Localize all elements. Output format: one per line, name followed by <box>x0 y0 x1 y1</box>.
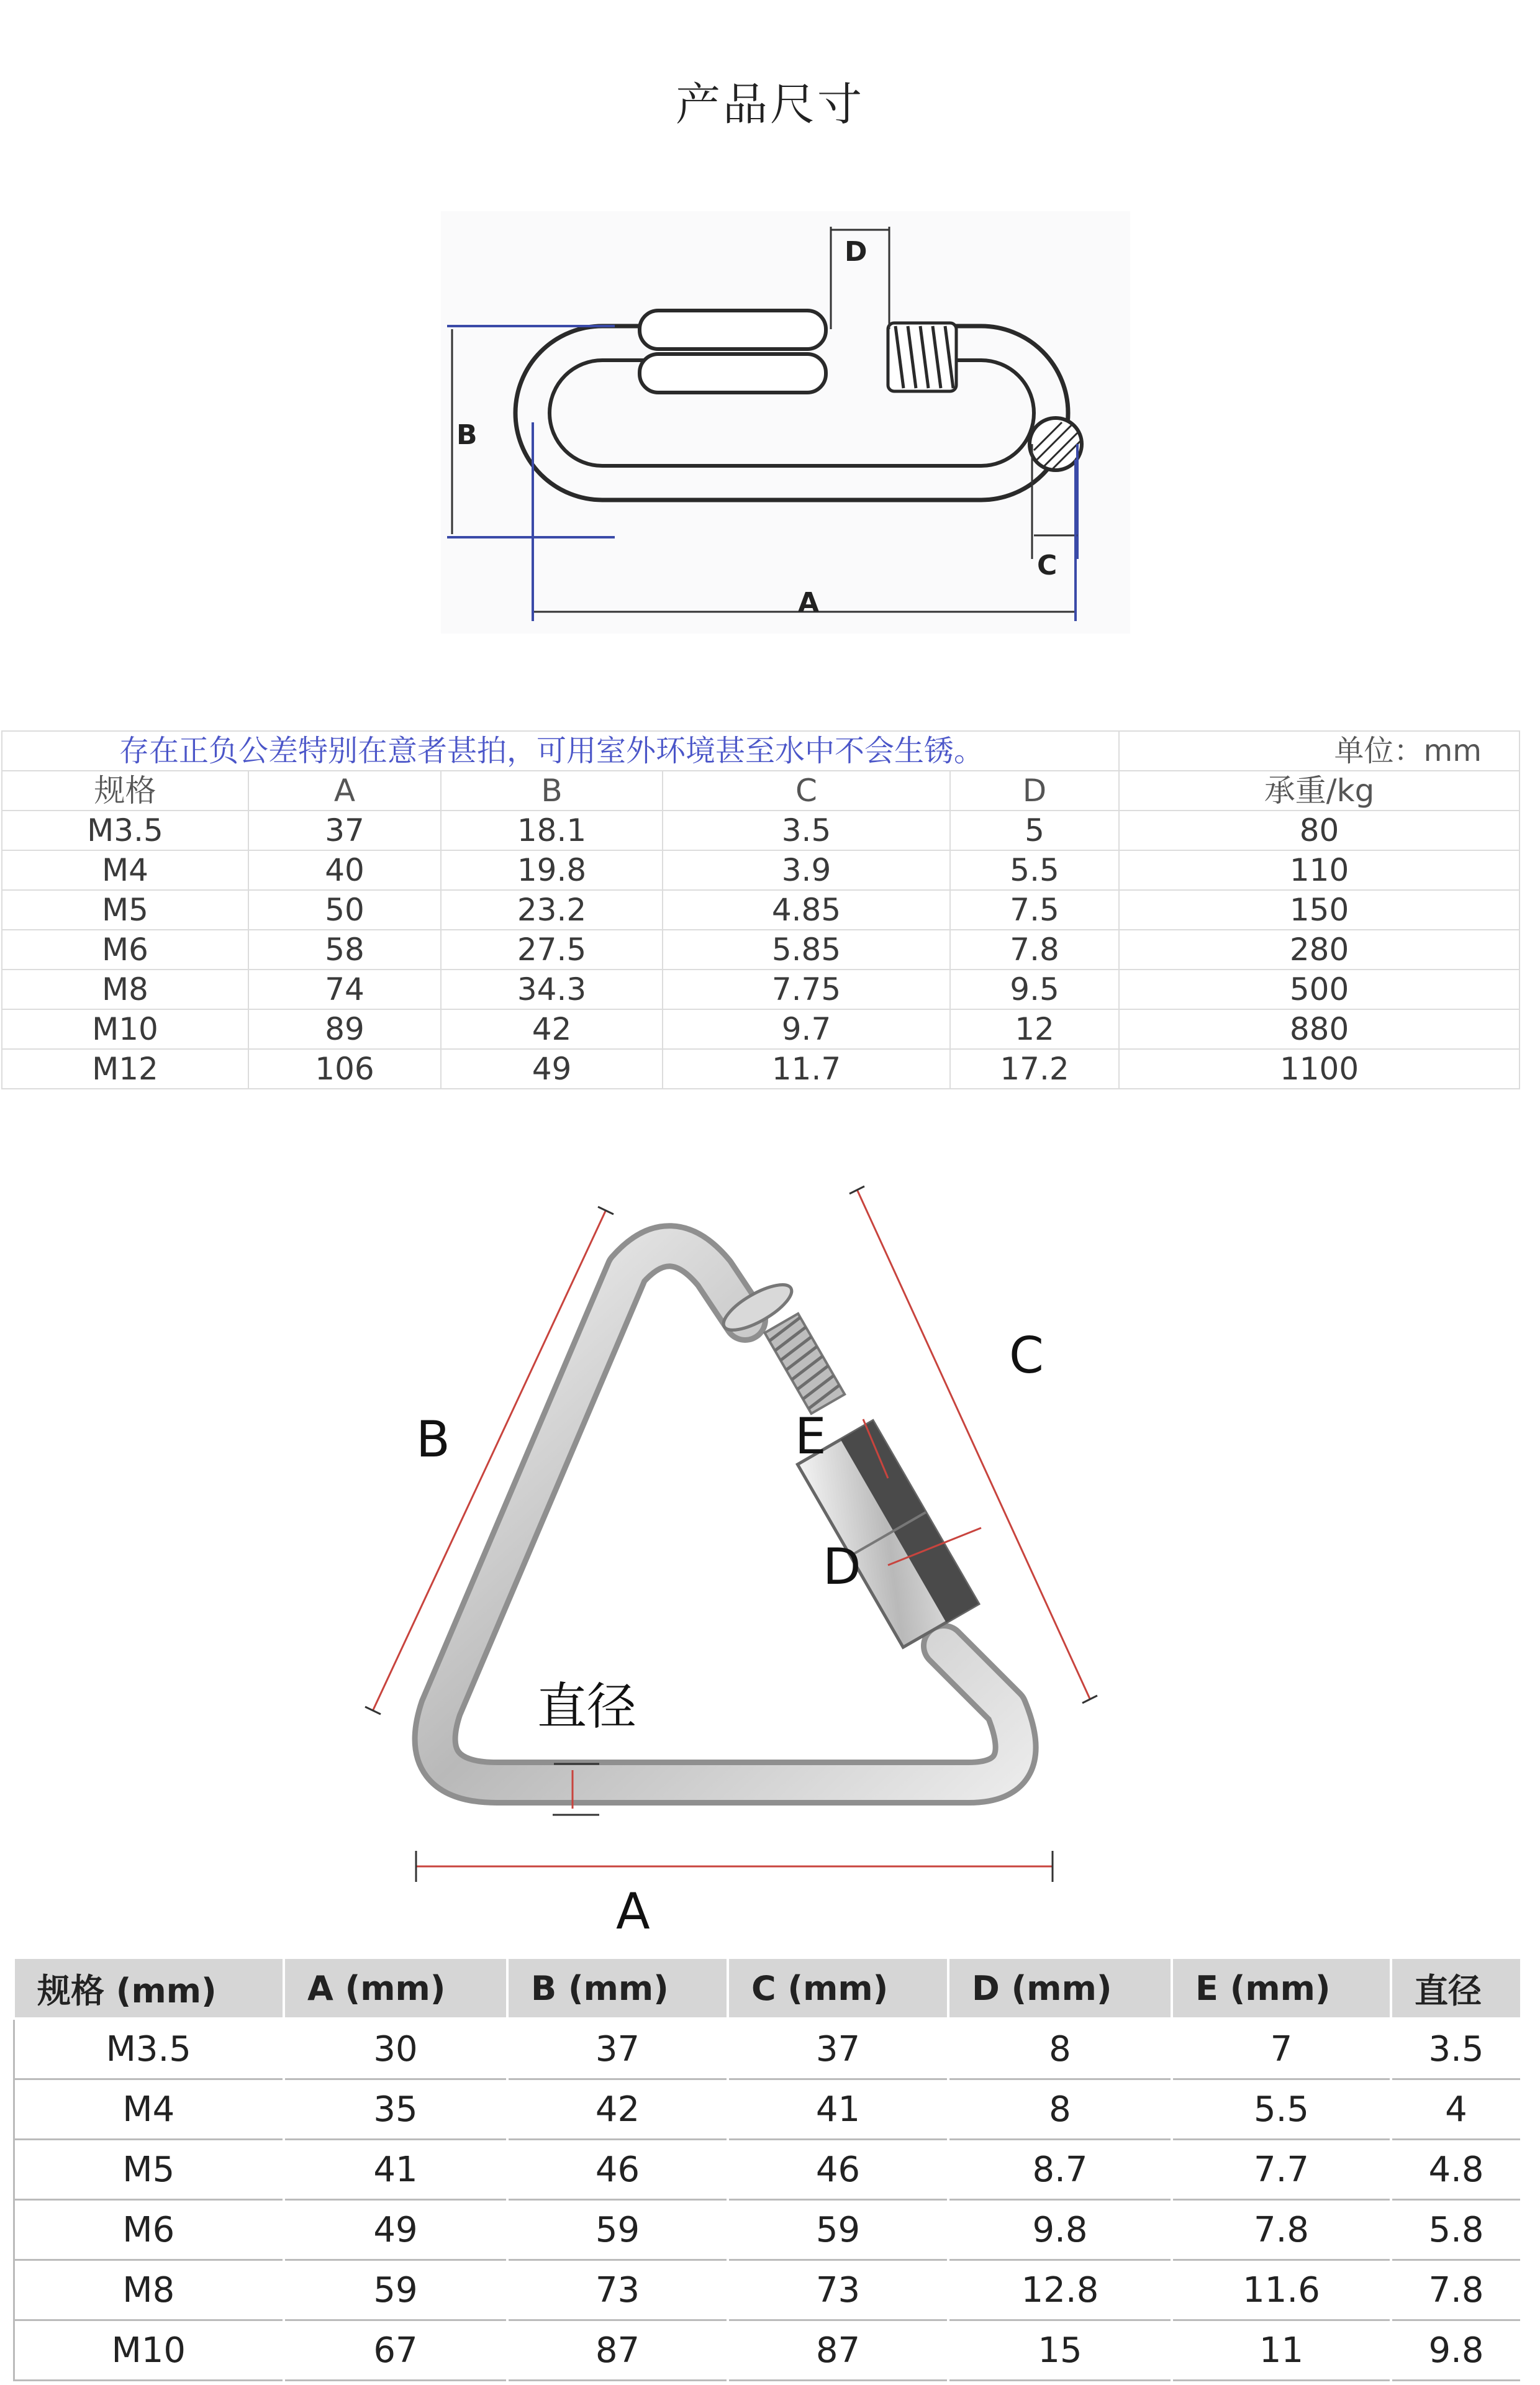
table-cell: 35 <box>284 2079 507 2140</box>
table-row <box>14 2260 1521 2320</box>
table-cell: 41 <box>284 2140 507 2200</box>
table-cell: 12 <box>950 1009 1119 1049</box>
table-cell: M6 <box>2 930 248 970</box>
label-diameter: 直径 <box>537 1678 636 1735</box>
table-cell: M6 <box>14 2200 284 2260</box>
table-cell: 9.7 <box>663 1009 950 1049</box>
table-cell: 27.5 <box>441 930 663 970</box>
table-cell: 150 <box>1119 890 1520 930</box>
table-cell: 49 <box>284 2200 507 2260</box>
header-cell: B (mm) <box>507 1958 728 2019</box>
header-cell: E (mm) <box>1172 1958 1391 2019</box>
label-c: C <box>1037 550 1058 581</box>
spec-table-1 <box>1 730 1520 1089</box>
table-row <box>2 890 1520 930</box>
table-cell: M3.5 <box>14 2019 284 2079</box>
table-cell: 4.8 <box>1391 2140 1521 2200</box>
label-b: B <box>416 1411 450 1468</box>
header-cell: D <box>950 771 1119 811</box>
table-cell: 37 <box>728 2019 948 2079</box>
header-cell: B <box>441 771 663 811</box>
table-cell: 5.85 <box>663 930 950 970</box>
label-b: B <box>456 419 478 451</box>
table-cell: M8 <box>14 2260 284 2320</box>
table-cell: M3.5 <box>2 811 248 850</box>
table-cell: 4.85 <box>663 890 950 930</box>
table-cell: 37 <box>248 811 441 850</box>
label-a: A <box>798 587 820 619</box>
header-cell: C (mm) <box>728 1958 948 2019</box>
table-cell: M5 <box>2 890 248 930</box>
table-header-row <box>2 771 1520 811</box>
table-cell: M5 <box>14 2140 284 2200</box>
table-cell: 3.5 <box>1391 2019 1521 2079</box>
table-cell: 73 <box>507 2260 728 2320</box>
label-a: A <box>616 1883 650 1940</box>
table-cell: 4 <box>1391 2079 1521 2140</box>
header-cell: A <box>248 771 441 811</box>
table-cell: M4 <box>14 2079 284 2140</box>
sleeve-bottom <box>640 354 826 393</box>
table-cell: M4 <box>2 850 248 890</box>
table-row <box>2 930 1520 970</box>
table-cell: 19.8 <box>441 850 663 890</box>
table-cell: 74 <box>248 970 441 1009</box>
table-cell: 7.75 <box>663 970 950 1009</box>
table-cell: 9.8 <box>948 2200 1172 2260</box>
header-cell: 承重/kg <box>1119 771 1520 811</box>
table-cell: 42 <box>507 2079 728 2140</box>
header-cell: 规格 (mm) <box>14 1958 284 2019</box>
table-cell: 8.7 <box>948 2140 1172 2200</box>
table-row <box>2 1049 1520 1089</box>
table-cell: 7.7 <box>1172 2140 1391 2200</box>
table-header-row <box>14 1958 1521 2019</box>
table-cell: 8 <box>948 2079 1172 2140</box>
table-cell: 280 <box>1119 930 1520 970</box>
table-cell: 5.5 <box>950 850 1119 890</box>
table-cell: 7.8 <box>1391 2260 1521 2320</box>
table-cell: 41 <box>728 2079 948 2140</box>
table-cell: 7 <box>1172 2019 1391 2079</box>
table-cell: 23.2 <box>441 890 663 930</box>
table-cell: 500 <box>1119 970 1520 1009</box>
table-cell: 7.8 <box>950 930 1119 970</box>
label-c: C <box>1009 1327 1044 1384</box>
triangle-link-diagram <box>348 1161 1192 1944</box>
table-cell: M8 <box>2 970 248 1009</box>
table-row <box>14 2140 1521 2200</box>
table-cell: 49 <box>441 1049 663 1089</box>
table-cell: 40 <box>248 850 441 890</box>
header-cell: D (mm) <box>948 1958 1172 2019</box>
table-cell: 880 <box>1119 1009 1520 1049</box>
header-cell: 规格 <box>2 771 248 811</box>
table-row <box>14 2019 1521 2079</box>
table-row <box>14 2079 1521 2140</box>
table-cell: 50 <box>248 890 441 930</box>
table-cell: 9.8 <box>1391 2320 1521 2381</box>
label-d: D <box>823 1538 861 1596</box>
table-cell: 37 <box>507 2019 728 2079</box>
sleeve-top <box>640 311 826 349</box>
table-row <box>2 1009 1520 1049</box>
table-cell: 3.9 <box>663 850 950 890</box>
table-cell: 7.8 <box>1172 2200 1391 2260</box>
screw-thread <box>765 1314 845 1414</box>
table-row <box>14 2200 1521 2260</box>
table-cell: 5.8 <box>1391 2200 1521 2260</box>
table-cell: 12.8 <box>948 2260 1172 2320</box>
spec-table-2 <box>12 1956 1523 2381</box>
table-cell: 3.5 <box>663 811 950 850</box>
table-cell: 59 <box>507 2200 728 2260</box>
page-title: 产品尺寸 <box>675 78 864 130</box>
table-row <box>2 970 1520 1009</box>
table-cell: 67 <box>284 2320 507 2381</box>
table-cell: 59 <box>728 2200 948 2260</box>
label-e: E <box>795 1407 827 1465</box>
table-cell: 11 <box>1172 2320 1391 2381</box>
quick-link-diagram <box>428 199 1143 646</box>
thread <box>888 323 956 391</box>
table-cell: M12 <box>2 1049 248 1089</box>
table-cell: 30 <box>284 2019 507 2079</box>
table-cell: 87 <box>728 2320 948 2381</box>
table-cell: 87 <box>507 2320 728 2381</box>
header-cell: A (mm) <box>284 1958 507 2019</box>
table-cell: 17.2 <box>950 1049 1119 1089</box>
table-cell: 1100 <box>1119 1049 1520 1089</box>
table-cell: 42 <box>441 1009 663 1049</box>
table-cell: 5.5 <box>1172 2079 1391 2140</box>
table-row <box>2 850 1520 890</box>
table-cell: 11.6 <box>1172 2260 1391 2320</box>
table-cell: 7.5 <box>950 890 1119 930</box>
table-cell: 73 <box>728 2260 948 2320</box>
table-cell: 9.5 <box>950 970 1119 1009</box>
tolerance-note: 存在正负公差特别在意者甚拍，可用室外环境甚至水中不会生锈。 <box>2 731 1119 771</box>
table-cell: 106 <box>248 1049 441 1089</box>
table-cell: 11.7 <box>663 1049 950 1089</box>
table-cell: 80 <box>1119 811 1520 850</box>
table-cell: M10 <box>14 2320 284 2381</box>
table-cell: 46 <box>507 2140 728 2200</box>
label-d: D <box>845 236 867 268</box>
header-cell: C <box>663 771 950 811</box>
table-cell: 110 <box>1119 850 1520 890</box>
table-cell: 59 <box>284 2260 507 2320</box>
table-row <box>2 811 1520 850</box>
table-cell: 5 <box>950 811 1119 850</box>
table-cell: 46 <box>728 2140 948 2200</box>
table-row <box>14 2320 1521 2381</box>
table-cell: M10 <box>2 1009 248 1049</box>
table-cell: 15 <box>948 2320 1172 2381</box>
table-cell: 89 <box>248 1009 441 1049</box>
table-cell: 18.1 <box>441 811 663 850</box>
unit-label: 单位：mm <box>1119 731 1520 771</box>
table-cell: 34.3 <box>441 970 663 1009</box>
cross-section <box>1030 418 1082 470</box>
header-cell: 直径 <box>1391 1958 1521 2019</box>
table-cell: 58 <box>248 930 441 970</box>
table-cell: 8 <box>948 2019 1172 2079</box>
